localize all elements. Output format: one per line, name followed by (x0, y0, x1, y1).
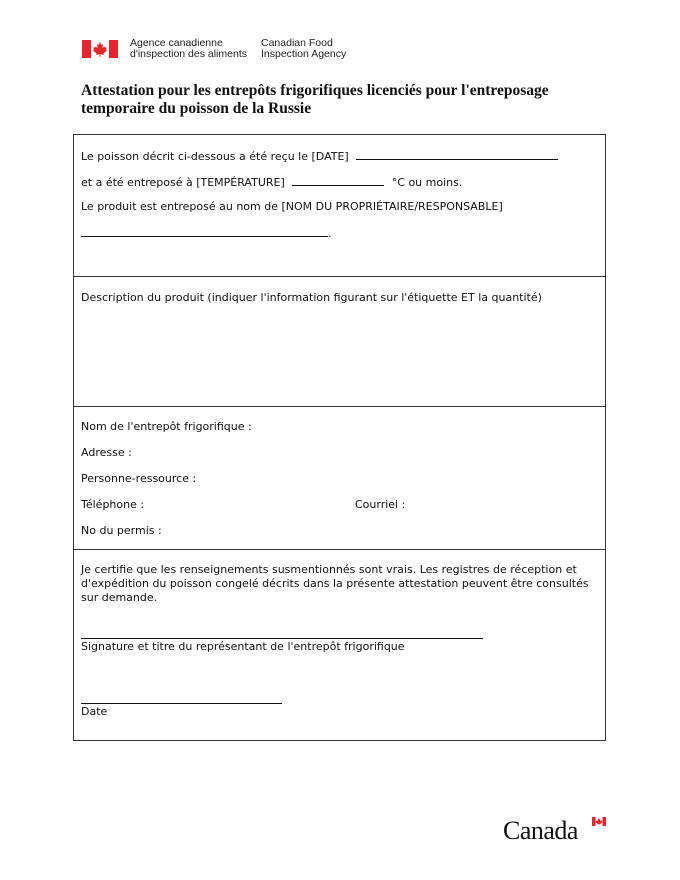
email-label: Courriel : (355, 498, 406, 511)
owner-label: Le produit est entreposé au nom de [NOM DU PROPRIÉTAIRE/RESPONSABLE] (81, 200, 503, 213)
agency-name-fr (130, 38, 247, 60)
agency-fr-line2: d'inspection des aliments (130, 48, 247, 60)
agency-en-line1: Canadian Food (261, 37, 333, 49)
agency-en-line2: Inspection Agency (261, 48, 347, 60)
owner-line (81, 225, 332, 241)
agency-name-en (261, 38, 346, 60)
document-title: Attestation pour les entrepôts frigorifiques licenciés pour l'entreposage temporaire du poisson de la Russie (81, 82, 549, 117)
canada-flag-icon (82, 40, 118, 58)
temperature-unit: °C ou moins. (391, 176, 463, 189)
received-date-label: Le poisson décrit ci-dessous a été reçu le [DATE] (81, 150, 349, 163)
agency-fr-line1: Agence canadienne (130, 37, 223, 49)
date-label: Date (81, 705, 108, 718)
certification-text: Je certifie que les renseignements susmentionnés sont vrais. Les registres de réception et d'expédition du poisson congelé décrits dans la présente attestation peuvent être consultés sur demande. (81, 563, 589, 604)
owner-line-end: . (328, 227, 332, 240)
address-label: Adresse : (81, 446, 132, 459)
date-blank[interactable] (356, 148, 558, 160)
attestation-form (73, 134, 606, 741)
receipt-section (74, 135, 605, 276)
phone-label: Téléphone : (81, 498, 145, 511)
agency-header (82, 38, 346, 60)
wordmark-flag-icon (592, 817, 606, 826)
signature-label: Signature et titre du représentant de l'entrepôt frigorifique (81, 640, 405, 653)
permit-label: No du permis : (81, 524, 162, 537)
temperature-line (81, 174, 462, 190)
temperature-label: et a été entreposé à [TEMPÉRATURE] (81, 176, 285, 189)
signature-line[interactable] (81, 638, 483, 639)
owner-blank[interactable] (81, 225, 328, 237)
certification-section (74, 549, 605, 740)
temperature-blank[interactable] (292, 174, 384, 186)
description-section (74, 276, 605, 406)
canada-wordmark: Canada (503, 816, 578, 845)
date-line[interactable] (81, 703, 282, 704)
received-date-line (81, 148, 558, 164)
warehouse-name-label: Nom de l'entrepôt frigorifique : (81, 420, 252, 433)
contact-label: Personne-ressource : (81, 472, 197, 485)
warehouse-section (74, 406, 605, 549)
description-label: Description du produit (indiquer l'information figurant sur l'étiquette ET la quantité) (81, 291, 542, 304)
